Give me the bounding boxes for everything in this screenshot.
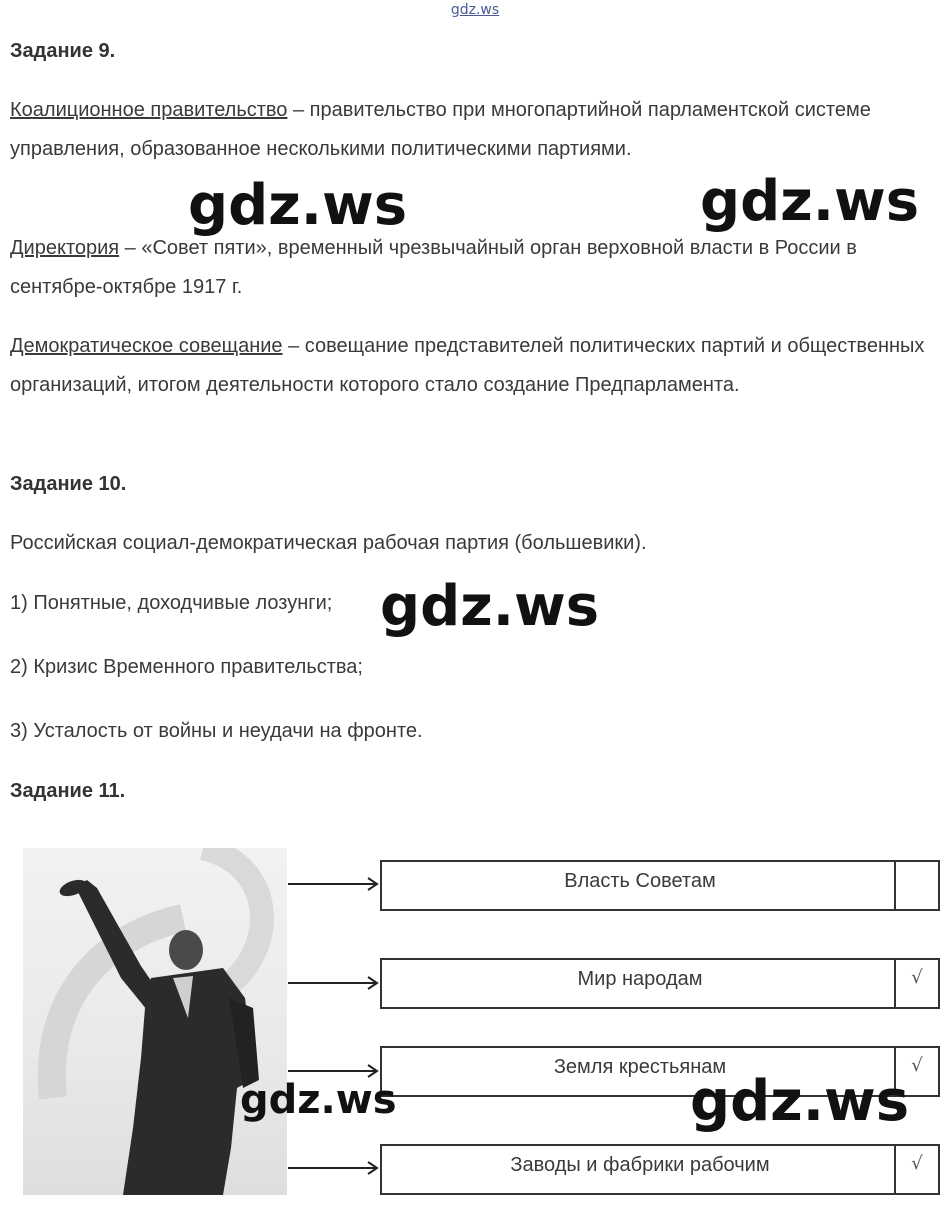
term-coalition-government: Коалиционное правительство [10, 99, 288, 121]
slogan-box [380, 958, 940, 1009]
term-directory: Директория [10, 237, 120, 259]
check-cell[interactable]: √ [894, 960, 938, 1007]
watermark: gdz.ws [380, 574, 600, 639]
check-cell[interactable] [894, 862, 938, 909]
slogan-box [380, 1144, 940, 1195]
slogan-label: Заводы и фабрики рабочим [510, 1154, 770, 1176]
arrow-to-slogan-2 [288, 975, 380, 991]
check-cell[interactable]: √ [894, 1146, 938, 1193]
watermark: gdz.ws [188, 173, 408, 238]
definition-directory [10, 229, 930, 307]
arrow-to-slogan-4 [288, 1160, 380, 1176]
watermark: gdz.ws [700, 169, 920, 234]
term-democratic-conference: Демократическое совещание [10, 335, 283, 357]
task-11-heading: Задание 11. [10, 780, 126, 802]
definition-text: – правительство при многопартийной парламентской системе управления, образованное несколькими политическими партиями. [10, 99, 871, 160]
slogan-box [380, 860, 940, 911]
arrow-to-slogan-1 [288, 876, 380, 892]
site-top-link[interactable]: gdz.ws [450, 2, 500, 18]
reason-item: 3) Усталость от войны и неудачи на фронте. [10, 720, 423, 742]
reason-item: 1) Понятные, доходчивые лозунги; [10, 592, 333, 614]
task-10-heading: Задание 10. [10, 473, 127, 495]
definition-coalition [10, 91, 930, 169]
lenin-photo [23, 848, 287, 1195]
definition-democratic-conference [10, 327, 930, 405]
watermark: gdz.ws [240, 1077, 397, 1123]
task-9-heading: Задание 9. [10, 40, 116, 62]
watermark: gdz.ws [690, 1069, 910, 1134]
definition-text: – совещание представителей политических партий и общественных организаций, итогом деятельности которого стало создание Предпарламента. [10, 335, 925, 396]
task-10-answer: Российская социал-демократическая рабочая партия (большевики). [10, 532, 647, 554]
definition-text: – «Совет пяти», временный чрезвычайный орган верховной власти в России в сентябре-октябре 1917 г. [10, 237, 857, 298]
check-cell[interactable]: √ [894, 1048, 938, 1095]
slogan-label: Земля крестьянам [553, 1056, 727, 1078]
slogan-label: Власть Советам [564, 870, 716, 892]
slogan-label: Мир народам [577, 968, 703, 990]
reason-item: 2) Кризис Временного правительства; [10, 656, 363, 678]
